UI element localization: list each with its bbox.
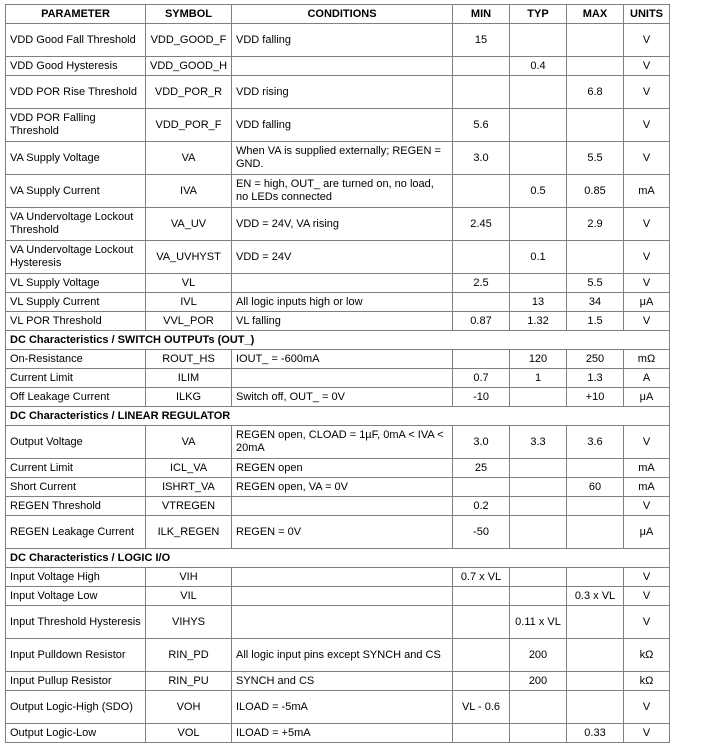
table-row — [6, 516, 670, 549]
units-cell: A — [624, 369, 670, 388]
min-cell — [453, 672, 510, 691]
units-cell: V — [624, 606, 670, 639]
min-cell: 5.6 — [453, 109, 510, 142]
symbol-cell: VA — [146, 426, 232, 459]
units-cell: V — [624, 312, 670, 331]
max-cell: 5.5 — [567, 142, 624, 175]
symbol-cell: ROUT_HS — [146, 350, 232, 369]
table-row — [6, 241, 670, 274]
max-cell: 250 — [567, 350, 624, 369]
table-row — [6, 587, 670, 606]
units-cell: V — [624, 24, 670, 57]
section-title: DC Characteristics / SWITCH OUTPUTs (OUT_) — [6, 331, 670, 350]
max-cell: 1.3 — [567, 369, 624, 388]
typ-cell — [510, 516, 567, 549]
section-title: DC Characteristics / LOGIC I/O — [6, 549, 670, 568]
max-cell: 1.5 — [567, 312, 624, 331]
units-cell: mA — [624, 478, 670, 497]
max-cell — [567, 57, 624, 76]
symbol-cell: RIN_PU — [146, 672, 232, 691]
conditions-cell: REGEN open, VA = 0V — [232, 478, 453, 497]
parameter-cell: Current Limit — [6, 369, 146, 388]
header-symbol: SYMBOL — [146, 5, 232, 24]
conditions-cell: REGEN open, CLOAD = 1µF, 0mA < IVA < 20mA — [232, 426, 453, 459]
max-cell — [567, 691, 624, 724]
parameter-cell: VDD Good Hysteresis — [6, 57, 146, 76]
conditions-cell — [232, 274, 453, 293]
parameter-cell: REGEN Threshold — [6, 497, 146, 516]
parameter-cell: VA Supply Voltage — [6, 142, 146, 175]
symbol-cell: VDD_POR_R — [146, 76, 232, 109]
max-cell: 0.85 — [567, 175, 624, 208]
units-cell: V — [624, 142, 670, 175]
table-row — [6, 459, 670, 478]
parameter-cell: Output Voltage — [6, 426, 146, 459]
min-cell — [453, 639, 510, 672]
units-cell: V — [624, 568, 670, 587]
symbol-cell: VTREGEN — [146, 497, 232, 516]
min-cell: -50 — [453, 516, 510, 549]
table-row — [6, 175, 670, 208]
symbol-cell: ILKG — [146, 388, 232, 407]
conditions-cell — [232, 497, 453, 516]
table-row — [6, 274, 670, 293]
parameter-cell: Current Limit — [6, 459, 146, 478]
header-typ: TYP — [510, 5, 567, 24]
min-cell: 0.87 — [453, 312, 510, 331]
conditions-cell: REGEN open — [232, 459, 453, 478]
max-cell: 34 — [567, 293, 624, 312]
typ-cell: 0.1 — [510, 241, 567, 274]
conditions-cell: VDD = 24V, VA rising — [232, 208, 453, 241]
max-cell: 3.6 — [567, 426, 624, 459]
min-cell — [453, 241, 510, 274]
header-max: MAX — [567, 5, 624, 24]
typ-cell: 0.11 x VL — [510, 606, 567, 639]
min-cell — [453, 293, 510, 312]
conditions-cell — [232, 587, 453, 606]
symbol-cell: VDD_GOOD_F — [146, 24, 232, 57]
typ-cell — [510, 109, 567, 142]
symbol-cell: VVL_POR — [146, 312, 232, 331]
table-row — [6, 478, 670, 497]
typ-cell — [510, 691, 567, 724]
symbol-cell: VOH — [146, 691, 232, 724]
conditions-cell: ILOAD = +5mA — [232, 724, 453, 743]
conditions-cell: ILOAD = -5mA — [232, 691, 453, 724]
max-cell — [567, 24, 624, 57]
max-cell — [567, 639, 624, 672]
units-cell: μA — [624, 293, 670, 312]
parameter-cell: VA Undervoltage Lockout Hysteresis — [6, 241, 146, 274]
max-cell — [567, 241, 624, 274]
max-cell: 2.9 — [567, 208, 624, 241]
conditions-cell: REGEN = 0V — [232, 516, 453, 549]
parameter-cell: Input Voltage Low — [6, 587, 146, 606]
units-cell: V — [624, 274, 670, 293]
parameter-cell: Input Threshold Hysteresis — [6, 606, 146, 639]
symbol-cell: RIN_PD — [146, 639, 232, 672]
conditions-cell — [232, 568, 453, 587]
symbol-cell: ISHRT_VA — [146, 478, 232, 497]
table-row — [6, 606, 670, 639]
table-row — [6, 672, 670, 691]
symbol-cell: ILK_REGEN — [146, 516, 232, 549]
conditions-cell — [232, 57, 453, 76]
symbol-cell: ILIM — [146, 369, 232, 388]
conditions-cell: EN = high, OUT_ are turned on, no load, no LEDs connected — [232, 175, 453, 208]
max-cell — [567, 516, 624, 549]
conditions-cell: All logic inputs high or low — [232, 293, 453, 312]
conditions-cell: Switch off, OUT_ = 0V — [232, 388, 453, 407]
units-cell: V — [624, 208, 670, 241]
parameter-cell: Off Leakage Current — [6, 388, 146, 407]
min-cell: -10 — [453, 388, 510, 407]
conditions-cell: All logic input pins except SYNCH and CS — [232, 639, 453, 672]
table-row — [6, 497, 670, 516]
table-row — [6, 109, 670, 142]
parameter-cell: Input Pullup Resistor — [6, 672, 146, 691]
electrical-characteristics-table — [5, 4, 670, 743]
conditions-cell — [232, 369, 453, 388]
header-conditions: CONDITIONS — [232, 5, 453, 24]
table-row — [6, 639, 670, 672]
max-cell — [567, 672, 624, 691]
units-cell: kΩ — [624, 639, 670, 672]
parameter-cell: On-Resistance — [6, 350, 146, 369]
units-cell: V — [624, 497, 670, 516]
table-row — [6, 208, 670, 241]
typ-cell: 1.32 — [510, 312, 567, 331]
conditions-cell — [232, 606, 453, 639]
min-cell — [453, 57, 510, 76]
symbol-cell: IVL — [146, 293, 232, 312]
table-row — [6, 568, 670, 587]
max-cell: 0.33 — [567, 724, 624, 743]
typ-cell — [510, 459, 567, 478]
min-cell: 25 — [453, 459, 510, 478]
table-row — [6, 426, 670, 459]
table-row — [6, 691, 670, 724]
units-cell: V — [624, 426, 670, 459]
typ-cell — [510, 274, 567, 293]
min-cell: 0.7 x VL — [453, 568, 510, 587]
parameter-cell: VL Supply Current — [6, 293, 146, 312]
symbol-cell: VOL — [146, 724, 232, 743]
max-cell — [567, 497, 624, 516]
parameter-cell: VA Undervoltage Lockout Threshold — [6, 208, 146, 241]
typ-cell — [510, 587, 567, 606]
table-row — [6, 350, 670, 369]
typ-cell: 200 — [510, 639, 567, 672]
typ-cell — [510, 24, 567, 57]
min-cell — [453, 175, 510, 208]
max-cell — [567, 606, 624, 639]
typ-cell — [510, 568, 567, 587]
table-row — [6, 142, 670, 175]
symbol-cell: VA_UV — [146, 208, 232, 241]
max-cell: +10 — [567, 388, 624, 407]
min-cell: 3.0 — [453, 426, 510, 459]
min-cell: 2.5 — [453, 274, 510, 293]
min-cell — [453, 587, 510, 606]
units-cell: V — [624, 109, 670, 142]
conditions-cell: When VA is supplied externally; REGEN = GND. — [232, 142, 453, 175]
conditions-cell: VDD = 24V — [232, 241, 453, 274]
units-cell: V — [624, 587, 670, 606]
max-cell — [567, 109, 624, 142]
section-header-row — [6, 549, 670, 568]
parameter-cell: Output Logic-Low — [6, 724, 146, 743]
conditions-cell: VDD falling — [232, 109, 453, 142]
table-row — [6, 388, 670, 407]
header-units: UNITS — [624, 5, 670, 24]
max-cell: 60 — [567, 478, 624, 497]
parameter-cell: REGEN Leakage Current — [6, 516, 146, 549]
min-cell — [453, 350, 510, 369]
table-row — [6, 312, 670, 331]
table-row — [6, 57, 670, 76]
symbol-cell: VIL — [146, 587, 232, 606]
units-cell: V — [624, 724, 670, 743]
units-cell: V — [624, 241, 670, 274]
units-cell: μA — [624, 516, 670, 549]
symbol-cell: VL — [146, 274, 232, 293]
section-header-row — [6, 407, 670, 426]
parameter-cell: VA Supply Current — [6, 175, 146, 208]
units-cell: mA — [624, 175, 670, 208]
units-cell: μA — [624, 388, 670, 407]
min-cell — [453, 76, 510, 109]
parameter-cell: Output Logic-High (SDO) — [6, 691, 146, 724]
units-cell: V — [624, 76, 670, 109]
symbol-cell: VIH — [146, 568, 232, 587]
typ-cell: 1 — [510, 369, 567, 388]
symbol-cell: VDD_POR_F — [146, 109, 232, 142]
symbol-cell: VA — [146, 142, 232, 175]
min-cell — [453, 606, 510, 639]
conditions-cell: SYNCH and CS — [232, 672, 453, 691]
typ-cell — [510, 76, 567, 109]
units-cell: V — [624, 691, 670, 724]
parameter-cell: VL Supply Voltage — [6, 274, 146, 293]
parameter-cell: VDD POR Falling Threshold — [6, 109, 146, 142]
typ-cell — [510, 142, 567, 175]
units-cell: V — [624, 57, 670, 76]
units-cell: mΩ — [624, 350, 670, 369]
parameter-cell: Input Pulldown Resistor — [6, 639, 146, 672]
max-cell: 6.8 — [567, 76, 624, 109]
header-parameter: PARAMETER — [6, 5, 146, 24]
min-cell: 0.2 — [453, 497, 510, 516]
parameter-cell: Short Current — [6, 478, 146, 497]
max-cell — [567, 568, 624, 587]
symbol-cell: ICL_VA — [146, 459, 232, 478]
min-cell: 15 — [453, 24, 510, 57]
conditions-cell: VL falling — [232, 312, 453, 331]
header-min: MIN — [453, 5, 510, 24]
typ-cell: 3.3 — [510, 426, 567, 459]
max-cell: 5.5 — [567, 274, 624, 293]
section-title: DC Characteristics / LINEAR REGULATOR — [6, 407, 670, 426]
symbol-cell: IVA — [146, 175, 232, 208]
section-header-row — [6, 331, 670, 350]
max-cell — [567, 459, 624, 478]
table-row — [6, 293, 670, 312]
parameter-cell: VDD POR Rise Threshold — [6, 76, 146, 109]
min-cell: 2.45 — [453, 208, 510, 241]
units-cell: kΩ — [624, 672, 670, 691]
typ-cell — [510, 478, 567, 497]
symbol-cell: VA_UVHYST — [146, 241, 232, 274]
typ-cell — [510, 388, 567, 407]
table-row — [6, 369, 670, 388]
conditions-cell: VDD falling — [232, 24, 453, 57]
min-cell: VL - 0.6 — [453, 691, 510, 724]
units-cell: mA — [624, 459, 670, 478]
min-cell: 0.7 — [453, 369, 510, 388]
symbol-cell: VIHYS — [146, 606, 232, 639]
conditions-cell: VDD rising — [232, 76, 453, 109]
table-body — [6, 24, 670, 743]
typ-cell: 120 — [510, 350, 567, 369]
header-row — [6, 5, 670, 24]
table-row — [6, 24, 670, 57]
max-cell: 0.3 x VL — [567, 587, 624, 606]
table-row — [6, 76, 670, 109]
typ-cell: 0.4 — [510, 57, 567, 76]
typ-cell: 0.5 — [510, 175, 567, 208]
parameter-cell: VL POR Threshold — [6, 312, 146, 331]
typ-cell — [510, 208, 567, 241]
parameter-cell: Input Voltage High — [6, 568, 146, 587]
typ-cell — [510, 497, 567, 516]
symbol-cell: VDD_GOOD_H — [146, 57, 232, 76]
typ-cell: 200 — [510, 672, 567, 691]
min-cell — [453, 478, 510, 497]
min-cell: 3.0 — [453, 142, 510, 175]
parameter-cell: VDD Good Fall Threshold — [6, 24, 146, 57]
typ-cell: 13 — [510, 293, 567, 312]
conditions-cell: IOUT_ = -600mA — [232, 350, 453, 369]
